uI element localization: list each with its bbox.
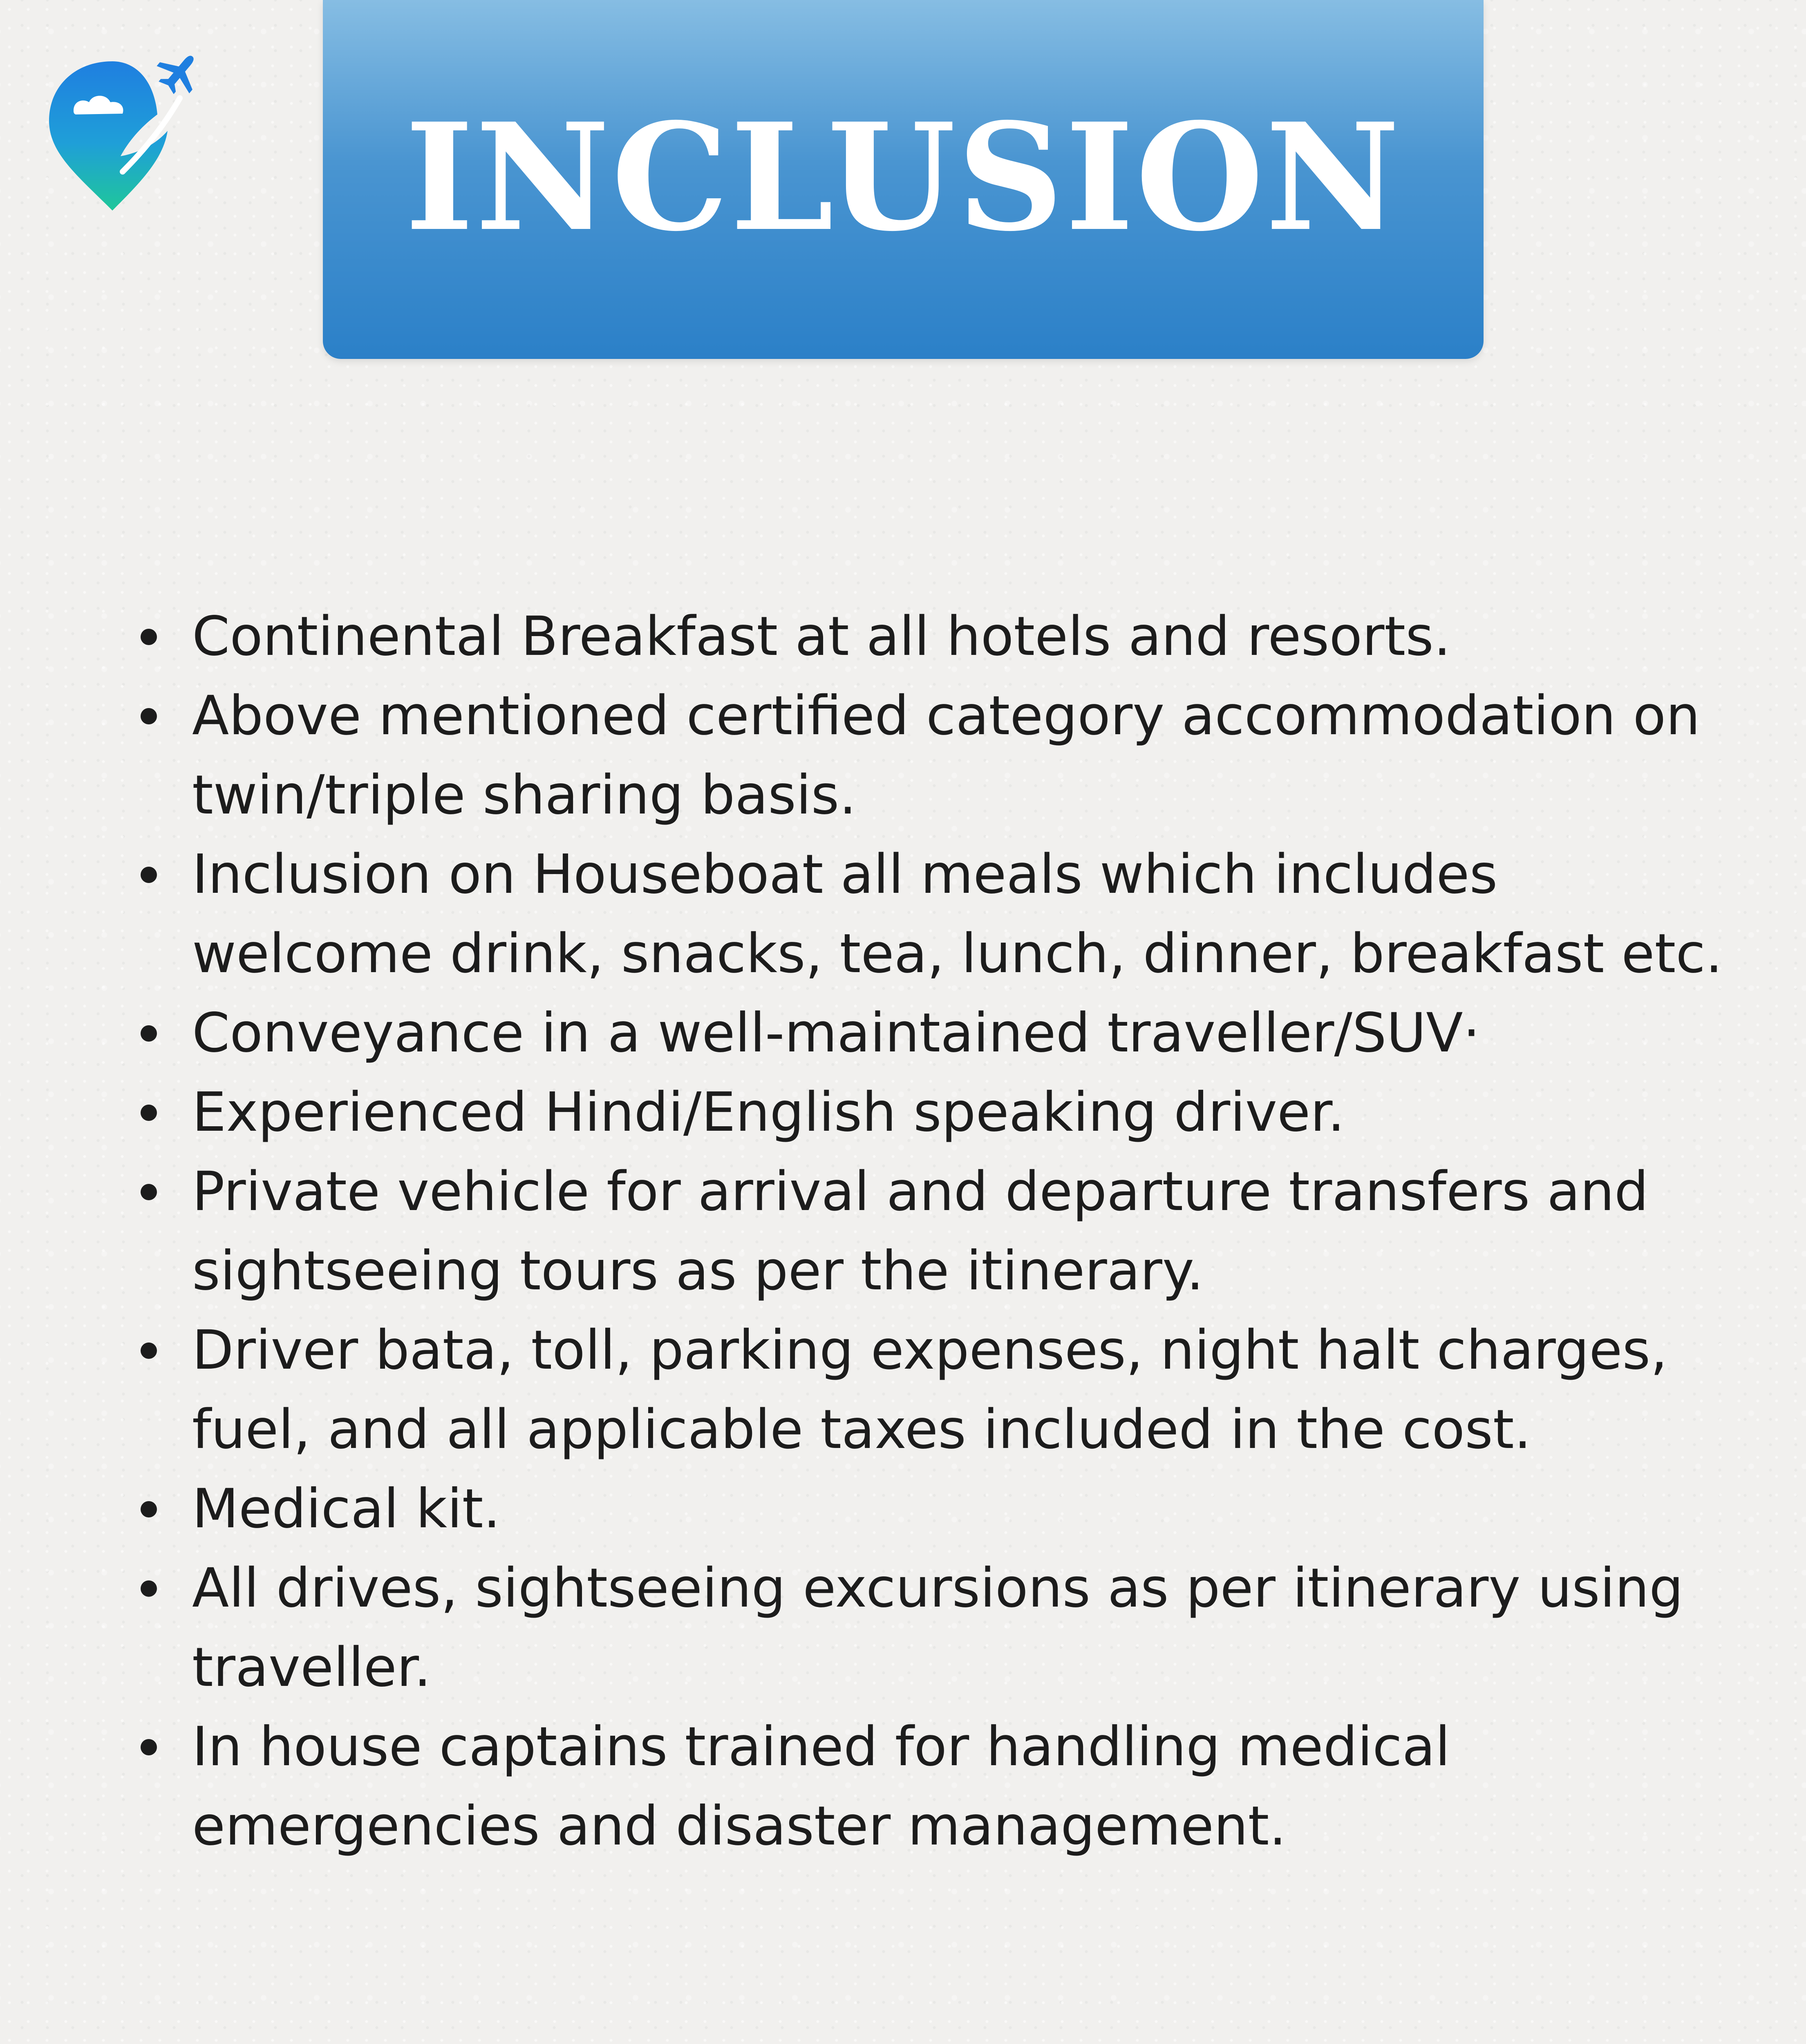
inclusion-list — [135, 597, 1749, 1866]
list-item — [135, 835, 1749, 993]
list-item — [135, 1549, 1749, 1707]
list-item-text: Conveyance in a well-maintained traveller/SUV· — [192, 1002, 1480, 1065]
list-item — [135, 597, 1749, 676]
brand-logo — [45, 49, 208, 217]
list-item — [135, 1311, 1749, 1469]
bullet-icon — [141, 1501, 157, 1517]
list-item — [135, 676, 1749, 835]
bullet-icon — [141, 1184, 157, 1200]
bullet-icon — [141, 1739, 157, 1755]
list-item-text: Inclusion on Houseboat all meals which includes welcome drink, snacks, tea, lunch, dinner, breakfast etc. — [192, 843, 1723, 985]
list-item — [135, 1073, 1749, 1152]
bullet-icon — [141, 1025, 157, 1042]
list-item-text: In house captains trained for handling medical emergencies and disaster management. — [192, 1715, 1450, 1858]
bullet-icon — [141, 708, 157, 724]
bullet-icon — [141, 1580, 157, 1597]
travel-pin-plane-icon — [45, 49, 208, 217]
list-item-text: Private vehicle for arrival and departure transfers and sightseeing tours as per the itinerary. — [192, 1160, 1649, 1302]
list-item — [135, 1152, 1749, 1311]
list-item-text: Experienced Hindi/English speaking driver. — [192, 1081, 1345, 1144]
list-item — [135, 1469, 1749, 1549]
title-banner — [323, 0, 1484, 359]
bullet-icon — [141, 867, 157, 883]
bullet-icon — [141, 1105, 157, 1121]
bullet-icon — [141, 629, 157, 645]
list-item-text: Above mentioned certified category accommodation on twin/triple sharing basis. — [192, 684, 1700, 827]
list-item-text: Driver bata, toll, parking expenses, night halt charges, fuel, and all applicable taxes included in the cost. — [192, 1319, 1668, 1461]
bullet-icon — [141, 1342, 157, 1359]
list-item-text: All drives, sightseeing excursions as per itinerary using traveller. — [192, 1557, 1683, 1699]
list-item — [135, 993, 1749, 1073]
page-title: INCLUSION — [405, 91, 1402, 264]
list-item-text: Continental Breakfast at all hotels and resorts. — [192, 605, 1451, 668]
list-item — [135, 1707, 1749, 1866]
list-item-text: Medical kit. — [192, 1477, 501, 1540]
